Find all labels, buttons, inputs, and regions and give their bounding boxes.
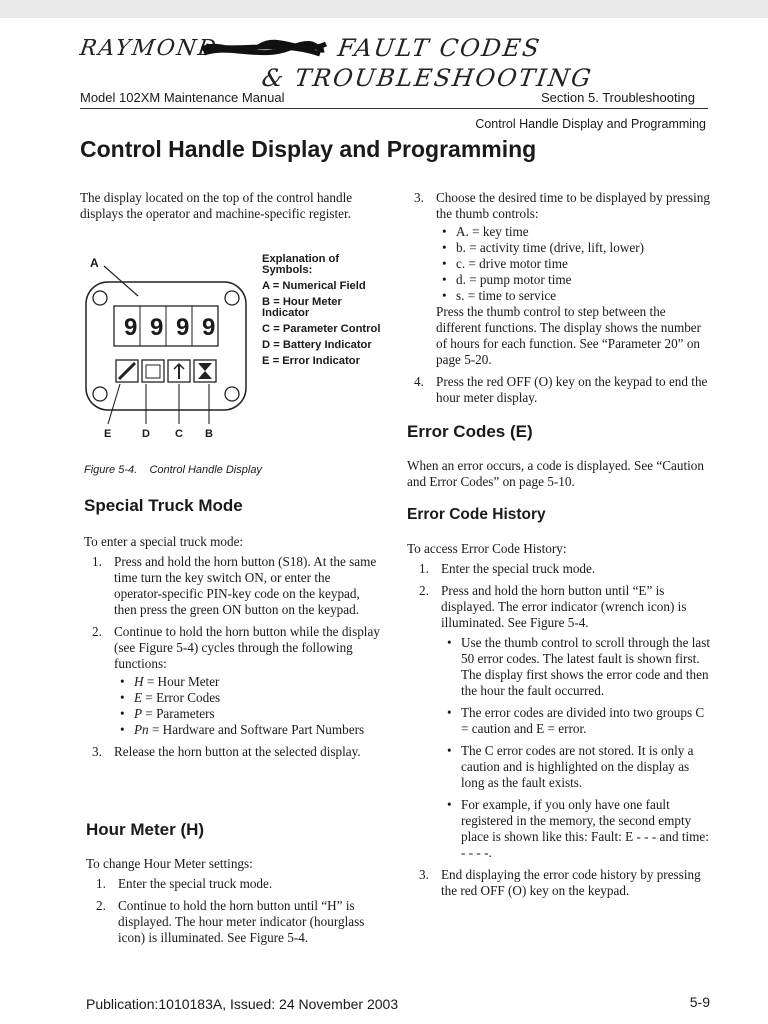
list-item: 3. Release the horn button at the selected display.	[92, 744, 361, 759]
figure-title: Control Handle Display	[149, 464, 262, 476]
digit-3: 9	[176, 314, 190, 341]
special-truck-steps	[84, 554, 380, 760]
list-item: 1. Enter the special truck mode.	[419, 561, 596, 576]
handwritten-subtitle: & TROUBLESHOOTING	[260, 64, 595, 92]
hour-meter-section	[86, 856, 380, 952]
section-name: Section 5. Troubleshooting	[541, 90, 695, 105]
hour-meter-steps-continued	[414, 190, 714, 406]
list-item: • s. = time to service	[436, 288, 714, 304]
time-options-list	[436, 224, 714, 304]
function-list	[114, 674, 380, 738]
error-codes-heading: Error Codes (E)	[407, 422, 533, 441]
intro-paragraph: The display located on the top of the control handle displays the operator and machine-specific register.	[80, 190, 353, 221]
list-item: • Pn = Hardware and Software Part Numbers	[114, 722, 380, 738]
error-history-intro: To access Error Code History:	[407, 541, 567, 556]
list-item: • The C error codes are not stored. It is only a caution and is highlighted on the display as long as the fault exists.	[441, 743, 711, 791]
page-title: Control Handle Display and Programming	[80, 136, 537, 162]
error-history-heading: Error Code History	[407, 506, 546, 523]
list-item: 1. Enter the special truck mode.	[96, 876, 273, 891]
figure-caption	[84, 464, 262, 476]
list-item: 2. Press and hold the horn button until “E” is displayed. The error indicator (wrench icon) is illuminated. See Figure 5-4. • Use the thumb control to scroll through the last 50 error codes. The latest fault is shown first. The display first shows the error code and then the hour the fault occurred. • The error codes are divided into two groups C = caution and E = error. • The C error codes are not stored. It is only a caution and is highlighted on the display as long as the fault exists. • For example, if you only have one fault registered in the memory, the second empty place is shown like this: Fault: E - - - and time: - - - -.	[419, 583, 711, 861]
list-item: • For example, if you only have one fault registered in the memory, the second empty place is shown like this: Fault: E - - - and time: - - - -.	[441, 797, 711, 861]
legend-c: C = Parameter Control	[262, 323, 381, 335]
digit-1: 9	[124, 314, 138, 341]
callout-d: D	[142, 428, 150, 440]
error-history-steps	[407, 561, 711, 899]
subsection-name: Control Handle Display and Programming	[475, 117, 706, 131]
legend-e: E = Error Indicator	[262, 355, 360, 367]
hour-meter-steps	[86, 876, 380, 946]
special-truck-section	[84, 534, 380, 766]
callout-b: B	[205, 428, 213, 440]
list-item: • P = Parameters	[114, 706, 380, 722]
digit-2: 9	[150, 314, 164, 341]
list-item: • b. = activity time (drive, lift, lower)	[436, 240, 714, 256]
list-item: 2. Continue to hold the horn button until “H” is displayed. The hour meter indicator (hourglass icon) is illuminated. See Figure 5-4.	[96, 898, 365, 945]
hour-meter-continued	[414, 190, 714, 412]
header-rule	[80, 108, 708, 109]
scribbled-out-word	[200, 38, 328, 60]
manual-name: Model 102XM Maintenance Manual	[80, 90, 285, 105]
legend-title: Explanation of Symbols:	[262, 253, 340, 276]
list-item: • Use the thumb control to scroll through the last 50 error codes. The latest fault is shown first. The display first shows the error code and then the hour the fault occurred.	[441, 635, 711, 699]
legend-a: A = Numerical Field	[262, 280, 366, 292]
list-item: • A. = key time	[436, 224, 714, 240]
control-handle-figure	[80, 252, 420, 442]
digit-4: 9	[202, 314, 216, 341]
hour-meter-intro: To change Hour Meter settings:	[86, 856, 253, 871]
special-truck-heading: Special Truck Mode	[84, 496, 243, 515]
list-item: 2. Continue to hold the horn button while the display (see Figure 5-4) cycles through the following functions: • H = Hour Meter • E = Error Codes • P = Parameters • Pn = Hardware and Software Part Numbers	[92, 624, 380, 738]
error-history-bullets	[441, 635, 711, 861]
callout-c: C	[175, 428, 183, 440]
list-item: • E = Error Codes	[114, 690, 380, 706]
list-item: 3. Choose the desired time to be displayed by pressing the thumb controls: • A. = key time • b. = activity time (drive, lift, lower) • c. = drive motor time • d. = pump motor time • s. = time to service Press the thumb control to step between the different functions. The display shows the number of hours for each function. See “Parameter 20” on page 5-20.	[414, 190, 714, 368]
callout-e: E	[104, 428, 112, 440]
error-codes-text: When an error occurs, a code is displayed. See “Caution and Error Codes” on page 5-10.	[407, 458, 704, 489]
list-item: 3. End displaying the error code history by pressing the red OFF (O) key on the keypad.	[419, 867, 701, 898]
list-item: • The error codes are divided into two groups C = caution and E = error.	[441, 705, 711, 737]
list-item: • H = Hour Meter	[114, 674, 380, 690]
special-truck-intro: To enter a special truck mode:	[84, 534, 244, 549]
list-item: 1. Press and hold the horn button (S18). At the same time turn the key switch ON, or enter the operator-specific PIN-key code on the keypad, then press the green ON button on the keypad.	[92, 554, 377, 617]
list-item: • d. = pump motor time	[436, 272, 714, 288]
page-number: 5-9	[689, 994, 710, 1010]
publication-info: Publication:1010183A, Issued: 24 November 2003	[86, 996, 399, 1012]
callout-a: A	[90, 256, 99, 270]
error-history-section	[407, 541, 711, 905]
step3-followup: Press the thumb control to step between the different functions. The display shows the number of hours for each function. See “Parameter 20” on page 5-20.	[436, 304, 702, 367]
symbol-legend	[262, 254, 390, 372]
handwritten-brand: RAYMOND	[78, 36, 220, 61]
scan-top-edge	[0, 0, 768, 18]
legend-d: D = Battery Indicator	[262, 339, 372, 351]
hour-meter-heading: Hour Meter (H)	[86, 820, 205, 839]
handwritten-title: FAULT CODES	[336, 34, 543, 62]
list-item: • c. = drive motor time	[436, 256, 714, 272]
legend-b: B = Hour Meter Indicator	[262, 296, 342, 319]
figure-number: Figure 5-4.	[84, 464, 138, 476]
display-diagram	[80, 252, 260, 442]
list-item: 4. Press the red OFF (O) key on the keypad to end the hour meter display.	[414, 374, 708, 405]
